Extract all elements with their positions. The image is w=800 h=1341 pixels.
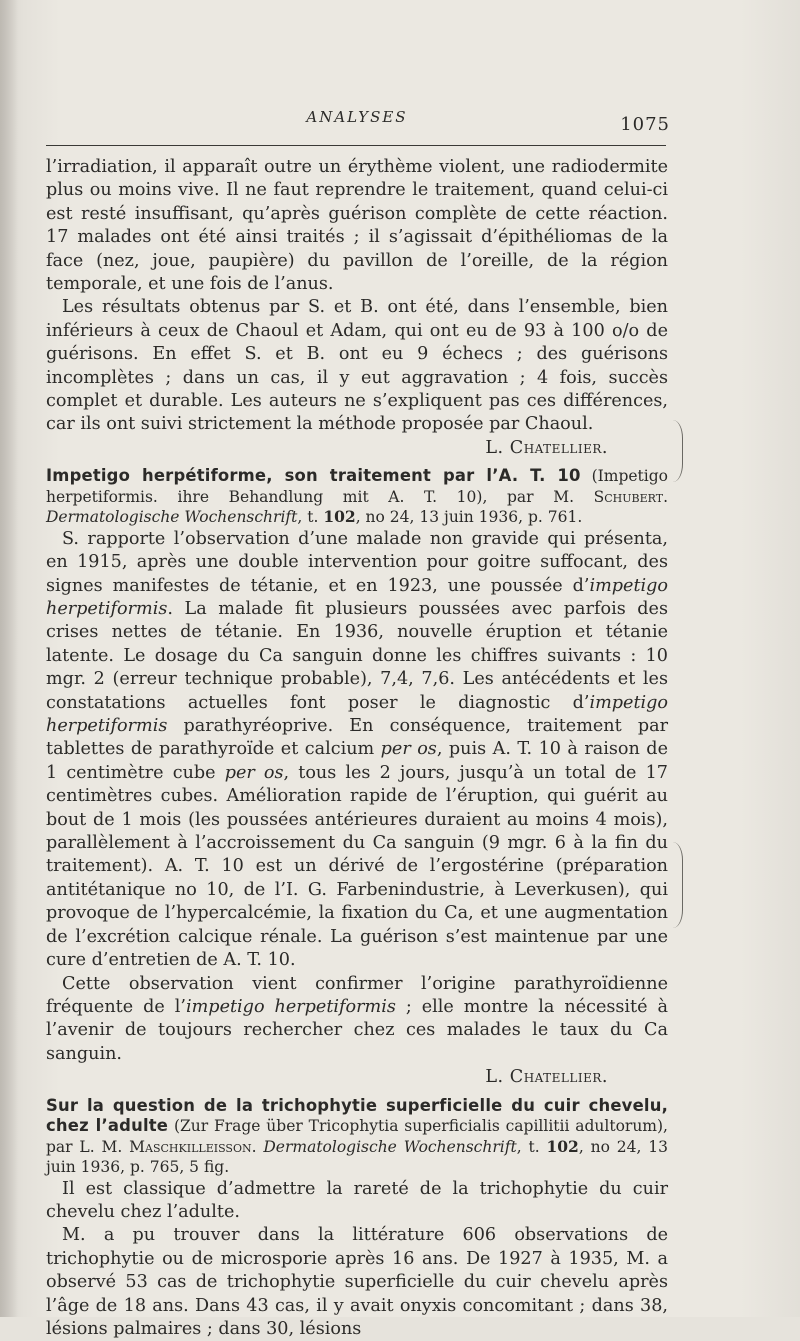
reference-text: , t. bbox=[297, 508, 324, 527]
article-reference bbox=[46, 1096, 668, 1178]
article-title: Impetigo herpétiforme, son traitement par l’A. T. 10 bbox=[46, 466, 581, 486]
signature: L. Chatellier. bbox=[485, 437, 608, 458]
reference-text: , t. bbox=[516, 1137, 547, 1156]
paragraph: l’irradiation, il apparaît outre un érythème violent, une radiodermite plus ou moins vive. Il ne faut reprendre le traitement, quand celui-ci est resté insuffisant, qu’après guérison complète de cette réaction. 17 malades ont été ainsi traités ; il s’agissait d’épithéliomas de la face (nez, joue, paupière) du pavillon de l’oreille, de la région temporale, et une fois de l’anus. bbox=[46, 157, 668, 295]
text-run: Cette observation vient confirmer l’origine parathyroïdienne fréquente de l’ bbox=[46, 973, 668, 1017]
page-header bbox=[46, 104, 668, 144]
article-trichophytie bbox=[46, 1096, 668, 1341]
binding-shadow bbox=[0, 0, 18, 1317]
paragraph: M. a pu trouver dans la littérature 606 observations de trichophytie ou de microsporie après 16 ans. De 1927 à 1935, M. a observé 53 cas de trichophytie superficielle du cuir chevelu après l’âge de 18 ans. Dans 43 cas, il y avait onyxis concomitant ; dans 38, lésions palmaires ; dans 30, lésions bbox=[46, 1225, 668, 1339]
journal-name: Dermatologische Wochenschrift bbox=[46, 508, 298, 527]
italic-term: impetigo herpetiformis bbox=[46, 692, 668, 737]
author-name: Schubert bbox=[593, 487, 664, 506]
page-number: 1075 bbox=[620, 114, 670, 135]
text-run: S. rapporte l’observation d’une malade non gravide qui présenta, en 1915, après une double intervention pour goitre suffocant, des signes manifestes de tétanie, et en 1923, une poussée d’ bbox=[46, 528, 668, 596]
journal-name: Dermatologische Wochenschrift bbox=[263, 1137, 517, 1156]
italic-term: per os bbox=[380, 739, 437, 760]
reference-text: . bbox=[251, 1137, 264, 1156]
signature: L. Chatellier. bbox=[485, 1067, 608, 1088]
paragraph: Les résultats obtenus par S. et B. ont été, dans l’ensemble, bien inférieurs à ceux de Chaoul et Adam, qui ont eu de 93 à 100 o/o de guérisons. En effet S. et B. ont eu 9 échecs ; des guérisons incomplètes ; dans un cas, il y eut aggravation ; 4 fois, succès complet et durable. Les auteurs ne s’expliquent pas ces différences, car ils ont suivi strictement la méthode proposée par Chaoul. bbox=[46, 297, 668, 435]
reference-text: (Impetigo herpetiformis. ihre Behandlung mit A. T. 10), par M. bbox=[46, 467, 668, 506]
article-reference bbox=[46, 466, 668, 528]
article-impetigo bbox=[46, 466, 668, 1089]
text-run: , tous les 2 jours, jusqu’à un total de 17 centimètres cubes. Amélioration rapide de l’éruption, qui guérit au bout de 1 mois (les poussées antérieures duraient au moins 4 mois), parallèlement à l’accroissement du Ca sanguin (9 mgr. 6 à la fin du traitement). A. T. 10 est un dérivé de l’ergostérine (préparation antitétanique no 10, de l’I. G. Farbenindustrie, à Leverkusen), qui provoque de l’hypercalcémie, la fixation du Ca, et une augmentation de l’excrétion calcique rénale. La guérison s’est maintenue par une cure d’entretien de A. T. 10. bbox=[46, 762, 668, 971]
text-run: parathyréoprive. En conséquence, traitement par tablettes de parathyroïde et calcium bbox=[46, 716, 668, 760]
italic-term: impetigo herpetiformis bbox=[46, 575, 668, 619]
volume-number: 102 bbox=[546, 1136, 579, 1156]
article-title: Sur la question de la trichophytie superficielle du cuir chevelu, chez l’adulte bbox=[46, 1095, 668, 1136]
italic-term: impetigo herpetiformis bbox=[186, 996, 396, 1017]
header-rule bbox=[46, 145, 666, 146]
paragraph bbox=[46, 528, 668, 973]
paragraph bbox=[46, 973, 668, 1067]
reference-text: , no 24, 13 juin 1936, p. 761. bbox=[355, 508, 583, 527]
text-column bbox=[46, 156, 668, 1341]
reference-text: , no 24, 13 juin 1936, p. 765, 5 fig. bbox=[46, 1137, 669, 1177]
italic-term: per os bbox=[224, 762, 284, 783]
margin-bracket-mark bbox=[672, 842, 683, 928]
reference-text: (Zur Frage über Tricophytia superficialis capillitii adultorum), par L. M. bbox=[46, 1117, 668, 1156]
running-head: ANALYSES bbox=[306, 108, 408, 126]
author-name: Maschkillеisson bbox=[129, 1137, 252, 1156]
text-run: . La malade fit plusieurs poussées avec parfois des crises nettes de tétanie. En 1936, nouvelle éruption et tétanie latente. Le dosage du Ca sanguin donne les chiffres suivants : 10 mgr. 2 (erreur technique probable), 7,4, 7,6. Les antécédents et les constatations actuelles font poser le diagnostic d’ bbox=[46, 599, 668, 713]
volume-number: 102 bbox=[323, 507, 356, 527]
paragraph: Il est classique d’admettre la rareté de la trichophytie du cuir chevelu chez l’adulte. bbox=[46, 1178, 668, 1222]
reference-text: . bbox=[663, 487, 668, 506]
margin-bracket-mark bbox=[672, 420, 683, 482]
text-run: ; elle montre la nécessité à l’avenir de toujours rechercher chez ces malades le taux du Ca sanguin. bbox=[46, 996, 669, 1064]
text-run: , puis A. T. 10 à raison de 1 centimètre cube bbox=[46, 739, 668, 783]
